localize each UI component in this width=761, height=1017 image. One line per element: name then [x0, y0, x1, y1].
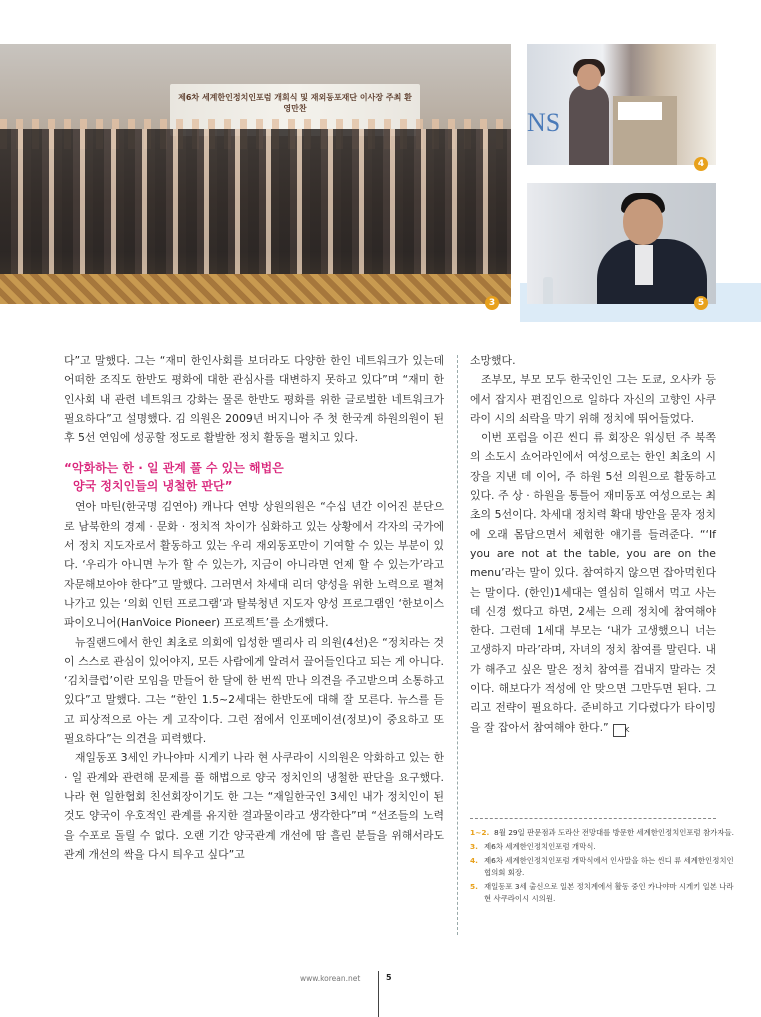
- paragraph: 조부모, 부모 모두 한국인인 그는 도쿄, 오사카 등에서 잡지사 편집인으로 일하다 자신의 고향인 사쿠라이 시의 쇠락을 막기 위해 정치에 뛰어들었다.: [470, 373, 716, 425]
- photo-badge-5: 5: [694, 296, 708, 310]
- event-banner-text: 제6차 세계한인정치인포럼 개회식 및 재외동포재단 이사장 주최 환영만찬: [178, 93, 412, 113]
- portrait-photo: [527, 183, 716, 304]
- photo-badge-4: 4: [694, 157, 708, 171]
- caption-item: 4. 제6차 세계한인정치인포럼 개막식에서 인사말을 하는 씬디 류 세계한인정치인협의회 회장.: [470, 856, 734, 877]
- paragraph: 소망했다.: [470, 354, 516, 367]
- caption-divider: [470, 818, 716, 819]
- article-left-column: [64, 351, 444, 864]
- section-heading: “악화하는 한 · 일 관계 풀 수 있는 해법은 양국 정치인들의 냉철한 판단”: [64, 461, 284, 494]
- photo-badge-3: 3: [485, 296, 499, 310]
- article-right-column: [470, 351, 716, 737]
- speaker-photo: [527, 44, 716, 165]
- paragraph: 재일동포 3세인 카나야마 시게키 나라 현 사쿠라이 시의원은 악화하고 있는 한 · 일 관계와 관련해 문제를 풀 해법으로 양국 정치인의 냉철한 판단을 요구했다. 나라 현 일한협회 친선회장이기도 한 그는 “재일한국인 3세인 내가 정치인이 된 것도 양국이 우호적인 관계를 유지한 결과물이라고 생각한다”며 “선조들의 노력을 수포로 돌릴 수 없다. 오랜 기간 양국관계 개선에 땀 흘린 분들을 위해서라도 관계 개선의 싹을 다시 틔우고 싶다”고: [64, 751, 444, 861]
- photo-captions: [470, 827, 740, 907]
- column-divider: [457, 355, 458, 935]
- paragraph: 이번 포럼을 이끈 씬디 류 회장은 워싱턴 주 북쪽의 소도시 쇼어라인에서 여성으로는 한인 최초의 시장을 지낸 데 이어, 주 하원 5선 의원으로 활동하고 있다. 주 상 · 하원을 통틀어 재미동포 여성으로는 최초의 5선이다. 차세대 정치력 확대 방안을 묻자 정치에 오래 몸담으면서 체험한 얘기를 들려준다. “‘If you are not at the table, you are on the menu’라는 말이 있다. 참여하지 않으면 잡아먹힌다는 말이다. (한인)1세대는 열심히 일해서 먹고 사는 데 신경 썼다고 하면, 2세는 으레 정치에 참여해야 한다. 그런데 1세대 부모는 ‘내가 고생했으니 너는 고생하지 마라’라며, 자녀의 정치 참여를 말린다. 내가 해주고 싶은 말은 정치 참여를 겁내지 말라는 것이다. 해보다가 적성에 안 맞으면 그만두면 된다. 그리고 전략이 필요하다. 준비하고 기다렸다가 타이밍을 잘 잡아서 참여해야 한다.” K: [470, 428, 716, 737]
- group-photo: [0, 44, 511, 304]
- paragraph: 뉴질랜드에서 한인 최초로 의회에 입성한 멜리사 리 의원(4선)은 “정치라는 것이 스스로 관심이 있어야지, 모든 사람에게 알려서 끌어들인다고 되는 게 아니다. ‘김치클럽’이란 모임을 만들어 한 달에 한 번씩 만나 의견을 주고받으며 소통하고 있다”고 말했다. 그는 “한인 1.5~2세대는 한반도에 대해 잘 모른다. 뉴스를 듣고 피상적으로 아는 게 고작이다. 그런 점에서 인포메이션(정보)이 중요하고 또 필요하다”는 의견을 피력했다.: [64, 635, 444, 746]
- footer-divider: [378, 971, 379, 1017]
- page-number: 5: [386, 973, 392, 982]
- caption-item: 5. 재일동포 3세 출신으로 일본 정치계에서 활동 중인 카나야마 시게키 일본 나라 현 사쿠라이시 시의원.: [470, 882, 734, 903]
- paragraph: 다”고 말했다. 그는 “재미 한인사회를 보더라도 다양한 한인 네트워크가 있는데 어떠한 조직도 한반도 평화에 대한 관심사를 대변하지 못하고 있다”며 “재미 한인사회 내 관련 네트워크 강화는 물론 한반도 평화를 위한 글로벌한 네트워크가 필요하다”고 설명했다. 김 의원은 2009년 버지니아 주 첫 한국계 하원의원이 된 후 5선 연임에 성공할 정도로 활발한 정치 활동을 펼치고 있다.: [64, 354, 444, 445]
- caption-item: 1~2. 8월 29일 판문점과 도라산 전망대를 방문한 세계한인정치인포럼 참가자들.: [470, 828, 734, 837]
- footer-url: www.korean.net: [300, 974, 361, 983]
- caption-item: 3. 제6차 세계한인정치인포럼 개막식.: [470, 842, 596, 851]
- backdrop-text: NS: [527, 108, 561, 137]
- podium-sign: [618, 102, 662, 120]
- end-mark-icon: K: [613, 724, 626, 737]
- paragraph: 연아 마틴(한국명 김연아) 캐나다 연방 상원의원은 “수십 년간 이어진 분단으로 남북한의 경제 · 문화 · 정치적 차이가 심화하고 있는 상황에서 각자의 국가에서 정치 지도자로서 활동하고 있는 우리 재외동포만이 기여할 수 있는 부분이 있다. ‘우리가 아니면 누가 할 수 있는가, 지금이 아니라면 언제 할 수 있는가’라고 자문해보아야 한다”고 말했다. 그러면서 차세대 리더 양성을 위한 노력으로 펼쳐나가고 있는 ‘의회 인턴 프로그램’과 탈북청년 지도자 양성 프로그램인 ‘한보이스 파이오니어(HanVoice Pioneer) 프로젝트’를 소개했다.: [64, 500, 444, 630]
